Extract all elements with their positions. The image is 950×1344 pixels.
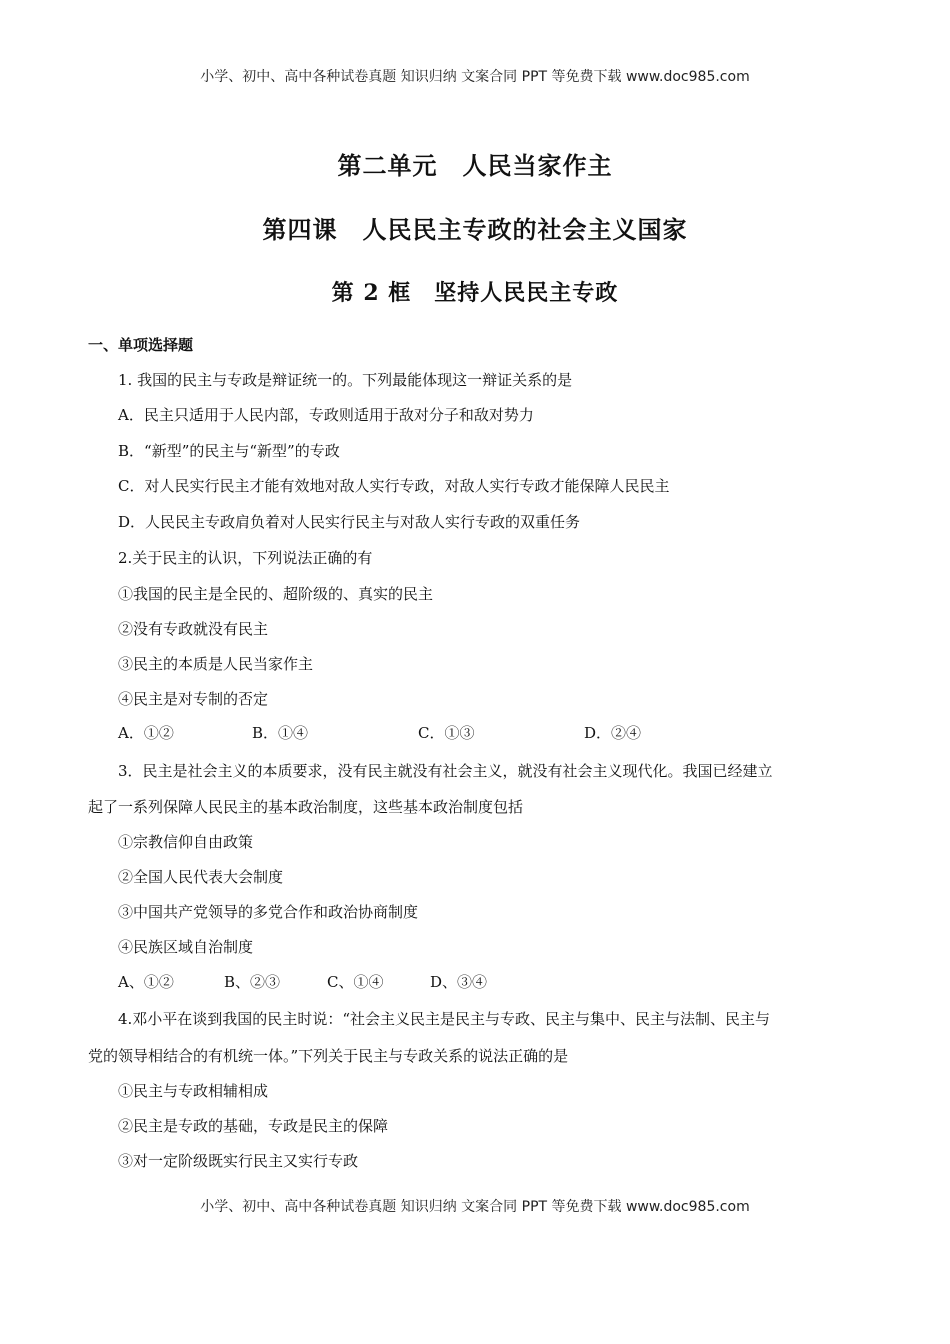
q3-statement-4: ④民族区域自治制度	[118, 938, 254, 956]
unit-title: 第二单元 人民当家作主	[337, 151, 613, 180]
q3-option-b: B、②③	[224, 973, 281, 991]
q1-option-d: D．人民民主专政肩负着对人民实行民主与对敌人实行专政的双重任务	[118, 513, 581, 531]
page-header: 小学、初中、高中各种试卷真题 知识归纳 文案合同 PPT 等免费下载 www.doc985.com	[200, 69, 750, 85]
q4-statement-2: ②民主是专政的基础，专政是民主的保障	[118, 1117, 389, 1135]
q3-statement-1: ①宗教信仰自由政策	[118, 833, 254, 851]
q2-option-a: A．①②	[118, 724, 174, 742]
q2-statement-1: ①我国的民主是全民的、超阶级的、真实的民主	[118, 585, 434, 603]
q4-statement-3: ③对一定阶级既实行民主又实行专政	[118, 1152, 359, 1170]
q3-option-c: C、①④	[327, 973, 384, 991]
q2-statement-2: ②没有专政就没有民主	[118, 620, 269, 638]
q3-option-a: A、①②	[118, 973, 174, 991]
lesson-title: 第四课 人民民主专政的社会主义国家	[262, 215, 688, 244]
q3-statement-3: ③中国共产党领导的多党合作和政治协商制度	[118, 903, 419, 921]
q2-option-c: C．①③	[418, 724, 475, 742]
q1-option-b: B．“新型”的民主与“新型”的专政	[118, 442, 340, 460]
q3-stem-line1: 3．民主是社会主义的本质要求，没有民主就没有社会主义，就没有社会主义现代化。我国已经建立	[118, 762, 773, 780]
q2-option-b: B．①④	[252, 724, 309, 742]
q2-option-d: D．②④	[584, 724, 642, 742]
q4-stem-line1: 4.邓小平在谈到我国的民主时说：“社会主义民主是民主与专政、民主与集中、民主与法制、民主与	[118, 1010, 770, 1028]
q3-statement-2: ②全国人民代表大会制度	[118, 868, 284, 886]
frame-title: 第 2 框 坚持人民民主专政	[331, 280, 619, 306]
q1-option-c: C．对人民实行民主才能有效地对敌人实行专政，对敌人实行专政才能保障人民民主	[118, 477, 670, 495]
q2-stem: 2.关于民主的认识，下列说法正确的有	[118, 549, 373, 567]
section-heading: 一、单项选择题	[88, 336, 194, 354]
q1-option-a: A．民主只适用于人民内部，专政则适用于敌对分子和敌对势力	[118, 406, 534, 424]
q2-statement-3: ③民主的本质是人民当家作主	[118, 655, 314, 673]
q3-option-d: D、③④	[430, 973, 488, 991]
q4-statement-1: ①民主与专政相辅相成	[118, 1082, 269, 1100]
q3-stem-line2: 起了一系列保障人民民主的基本政治制度，这些基本政治制度包括	[88, 798, 524, 816]
q4-stem-line2: 党的领导相结合的有机统一体。”下列关于民主与专政关系的说法正确的是	[88, 1047, 569, 1065]
q2-statement-4: ④民主是对专制的否定	[118, 690, 269, 708]
page-footer: 小学、初中、高中各种试卷真题 知识归纳 文案合同 PPT 等免费下载 www.doc985.com	[200, 1199, 750, 1215]
q1-stem: 1. 我国的民主与专政是辩证统一的。下列最能体现这一辩证关系的是	[118, 371, 573, 389]
